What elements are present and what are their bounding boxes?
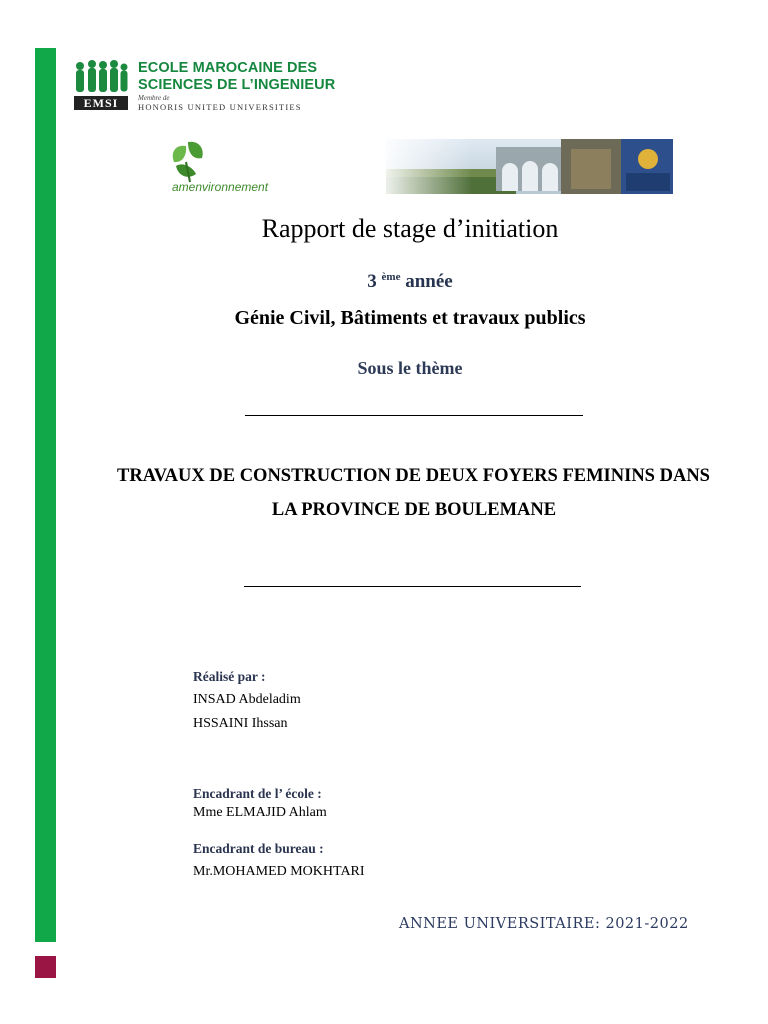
leaf-icon	[168, 138, 208, 184]
year-number: 3	[367, 271, 377, 292]
member-of-text: Membre de	[138, 94, 170, 102]
year-word: année	[405, 271, 453, 292]
amenvironnement-logo	[168, 138, 280, 198]
divider-top	[245, 415, 583, 416]
people-figures-icon	[72, 58, 130, 96]
school-name-line1: ECOLE MAROCAINE DES	[138, 60, 318, 76]
study-year	[0, 271, 768, 293]
decorative-side-bar	[35, 48, 56, 942]
divider-bottom	[244, 586, 581, 587]
office-supervisor-label: Encadrant de bureau :	[193, 841, 324, 856]
school-supervisor-name: Mme ELMAJID Ahlam	[193, 805, 327, 820]
emsi-mark-icon	[72, 58, 130, 112]
academic-year: ANNEE UNIVERSITAIRE: 2021-2022	[399, 916, 689, 932]
emsi-logo	[72, 58, 336, 114]
theme-label: Sous le thème	[357, 358, 463, 378]
authors-label: Réalisé par :	[193, 669, 266, 684]
honoris-text: HONORIS UNITED UNIVERSITIES	[138, 102, 302, 112]
emsi-mark-label: EMSI	[74, 96, 128, 110]
banner-photo	[386, 139, 673, 194]
subject-line-1: TRAVAUX DE CONSTRUCTION DE DEUX FOYERS FEMININS DANS	[117, 466, 710, 486]
school-name-line2: SCIENCES DE L’INGENIEUR	[138, 77, 336, 93]
subject-line-2: LA PROVINCE DE BOULEMANE	[271, 500, 557, 520]
office-supervisor-name: Mr.MOHAMED MOKHTARI	[193, 864, 365, 879]
author-name: HSSAINI Ihssan	[193, 716, 288, 731]
year-suffix: ème	[381, 271, 401, 283]
partner-logo-text: amenvironnement	[172, 180, 269, 194]
author-name: INSAD Abdeladim	[193, 692, 301, 707]
program-name: Génie Civil, Bâtiments et travaux publics	[234, 307, 586, 329]
report-title: Rapport de stage d’initiation	[261, 214, 559, 243]
decorative-corner-square	[35, 956, 56, 978]
school-supervisor-label: Encadrant de l’ école :	[193, 786, 322, 801]
